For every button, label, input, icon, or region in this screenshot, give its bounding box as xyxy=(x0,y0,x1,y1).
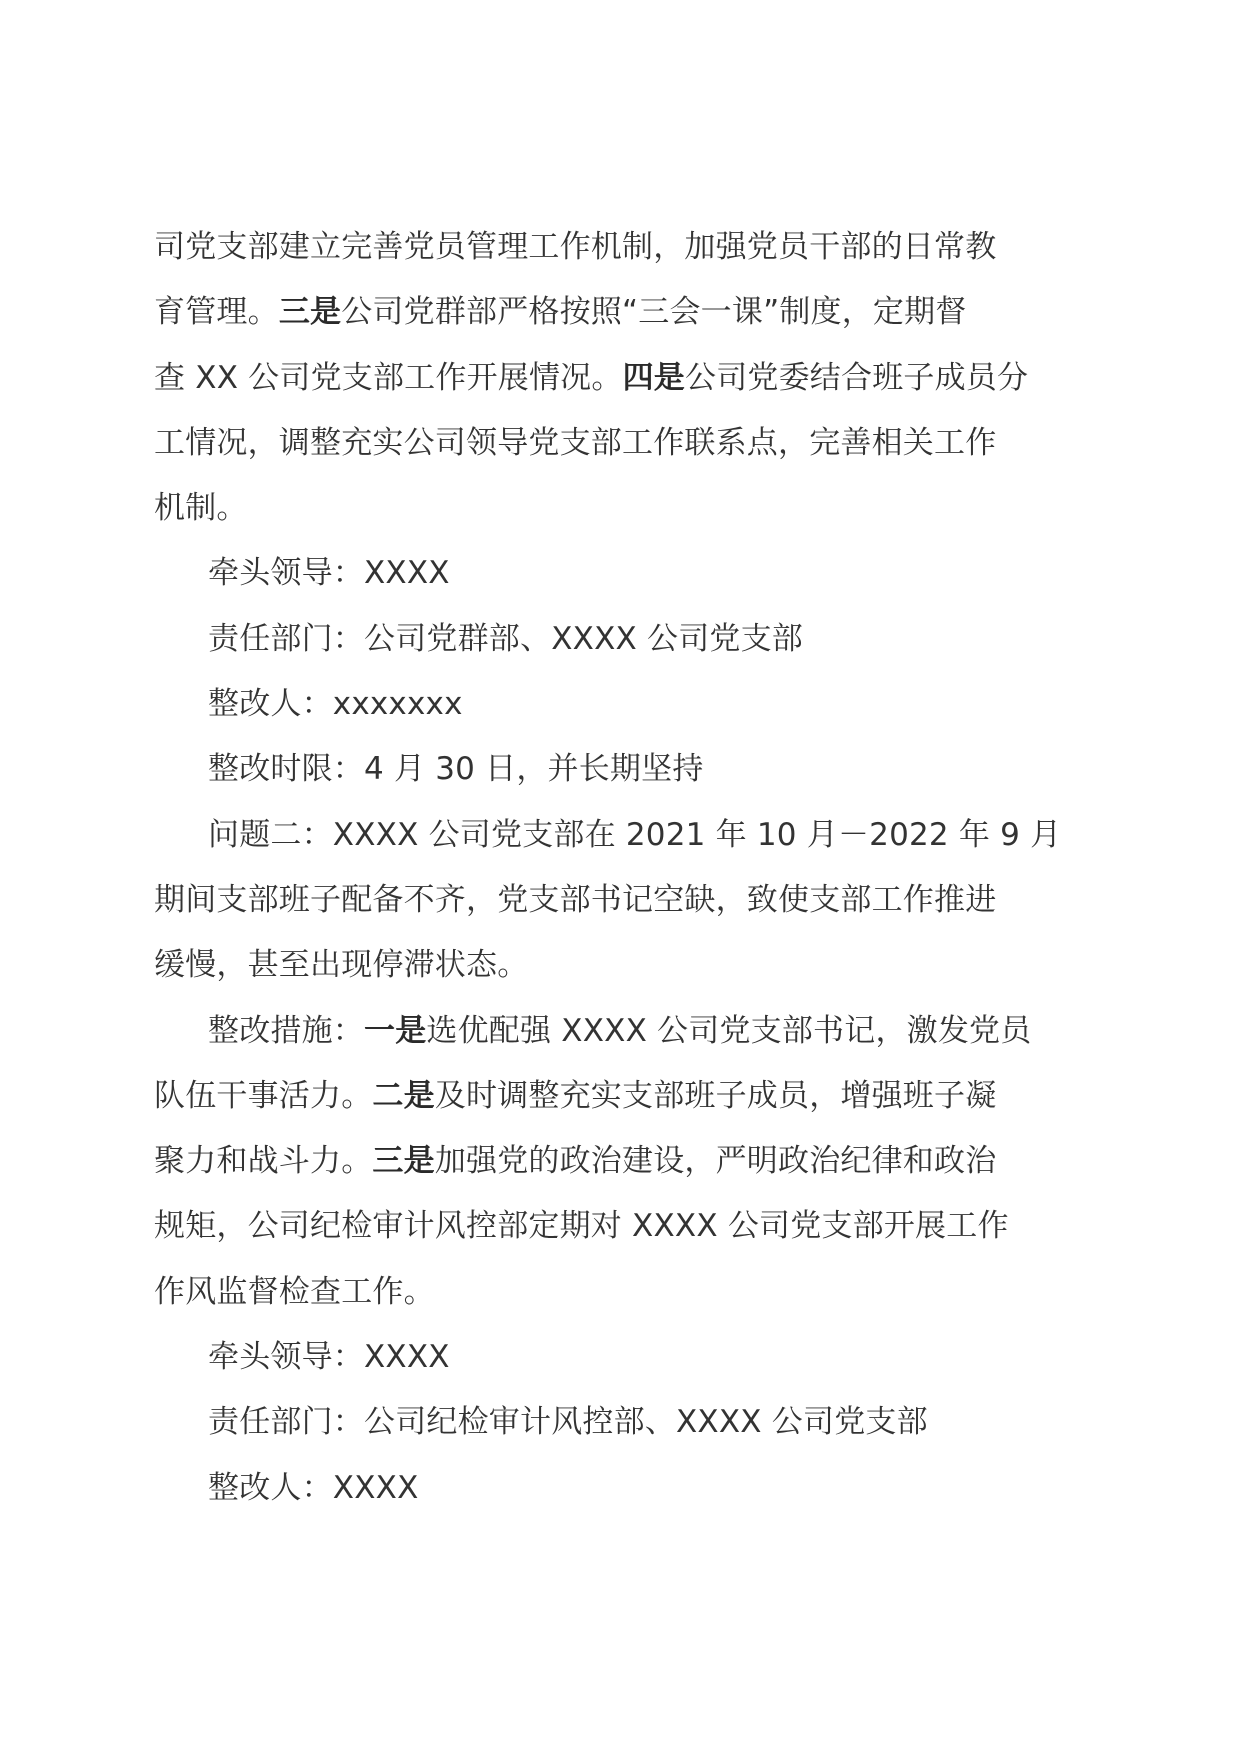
text-run: 缓慢，甚至出现停滞状态。 xyxy=(154,947,529,984)
text-run: 工情况，调整充实公司领导党支部工作联系点，完善相关工作 xyxy=(154,424,997,461)
text-run: 聚力和战斗力。 xyxy=(154,1143,373,1180)
paragraph-line-1 xyxy=(154,215,1094,280)
text-run: 牵头领导：XXXX xyxy=(208,555,450,592)
text-run: 牵头领导：XXXX xyxy=(208,1339,450,1376)
problem-two-line-3 xyxy=(154,933,1094,998)
text-run: 选优配强 XXXX 公司党支部书记，激发党员 xyxy=(426,1012,1032,1049)
text-run: 作风监督检查工作。 xyxy=(154,1273,435,1310)
text-run: 整改时限：4 月 30 日，并长期坚持 xyxy=(208,751,704,788)
paragraph-line-4 xyxy=(154,411,1094,476)
measures-line-2 xyxy=(154,1064,1094,1129)
text-run: 队伍干事活力。 xyxy=(154,1077,373,1114)
text-run: 司党支部建立完善党员管理工作机制，加强党员干部的日常教 xyxy=(154,229,997,265)
bold-marker-er-shi: 二是 xyxy=(372,1077,435,1114)
text-run: 及时调整充实支部班子成员，增强班子凝 xyxy=(434,1077,997,1114)
bold-marker-san-shi: 三是 xyxy=(372,1143,435,1180)
responsible-dept-line-2 xyxy=(154,1390,1094,1455)
text-run: 整改措施： xyxy=(208,1012,364,1049)
paragraph-line-3 xyxy=(154,346,1094,411)
bold-marker-yi-shi: 一是 xyxy=(364,1012,427,1049)
text-run: 期间支部班子配备不齐，党支部书记空缺，致使支部工作推进 xyxy=(154,881,997,918)
text-run: 责任部门：公司纪检审计风控部、XXXX 公司党支部 xyxy=(208,1404,928,1441)
text-run: 问题二：XXXX 公司党支部在 2021 年 10 月－2022 年 9 月 xyxy=(208,816,1062,853)
paragraph-line-2 xyxy=(154,280,1094,345)
text-run: 规矩，公司纪检审计风控部定期对 XXXX 公司党支部开展工作 xyxy=(154,1208,1009,1245)
measures-line-5 xyxy=(154,1260,1094,1325)
measures-line-1 xyxy=(154,999,1094,1064)
deadline-line xyxy=(154,737,1094,802)
problem-two-line-1 xyxy=(154,803,1094,868)
text-run: 公司党委结合班子成员分 xyxy=(685,359,1029,396)
measures-line-3 xyxy=(154,1129,1094,1194)
problem-two-line-2 xyxy=(154,868,1094,933)
text-run: 育管理。 xyxy=(154,294,279,331)
paragraph-line-5 xyxy=(154,476,1094,541)
lead-leader-line-2 xyxy=(154,1325,1094,1390)
bold-marker-si-shi: 四是 xyxy=(622,359,685,396)
rectifier-line xyxy=(154,672,1094,737)
measures-line-4 xyxy=(154,1194,1094,1259)
text-run: 加强党的政治建设，严明政治纪律和政治 xyxy=(434,1143,997,1180)
bold-marker-san-shi: 三是 xyxy=(278,294,342,331)
lead-leader-line xyxy=(154,541,1094,606)
text-run: 整改人：xxxxxxx xyxy=(208,686,463,723)
document-body xyxy=(154,215,1094,1521)
text-run: 机制。 xyxy=(154,490,248,527)
responsible-dept-line xyxy=(154,607,1094,672)
text-run: 公司党群部严格按照“三会一课”制度，定期督 xyxy=(341,294,967,331)
text-run: 查 XX 公司党支部工作开展情况。 xyxy=(154,359,623,396)
text-run: 责任部门：公司党群部、XXXX 公司党支部 xyxy=(208,620,803,657)
rectifier-line-2 xyxy=(154,1456,1094,1521)
text-run: 整改人：XXXX xyxy=(208,1469,419,1506)
